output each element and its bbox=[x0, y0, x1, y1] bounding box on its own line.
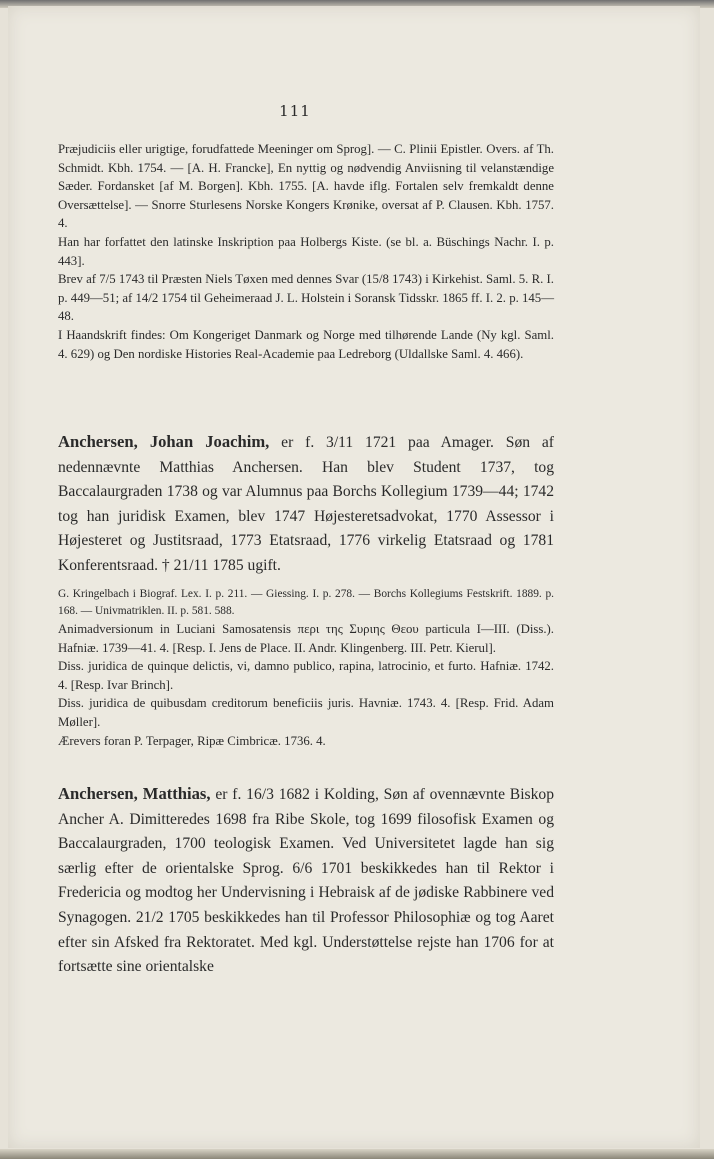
entry-johan-joachim-citations bbox=[58, 586, 554, 620]
entry-name: Anchersen, Matthias, bbox=[58, 784, 211, 803]
work-4: Ærevers foran P. Terpager, Ripæ Cimbricæ. 1736. 4. bbox=[58, 733, 326, 748]
citations: G. Kringelbach i Biograf. Lex. I. p. 211. — Giessing. I. p. 278. — Borchs Kollegiums Festskrift. 1889. p. 168. — Univmatriklen. II. p. 581. 588. bbox=[58, 588, 554, 617]
entry-matthias bbox=[58, 782, 554, 980]
entry-johan-joachim-works bbox=[58, 620, 554, 750]
entry-body: er f. 3/11 1721 paa Amager. Søn af nedennævnte Matthias Anchersen. Han blev Student 1737, tog Baccalaurgraden 1738 og var Alumnus paa Borchs Kollegium 1739—44; 1742 tog han juridisk Examen, blev 1747 Højesteretsadvokat, 1770 Assessor i Højesteret og Justitsraad, 1773 Etatsraad, 1776 virkelig Etatsraad og 1781 Konferentsraad. † 21/11 1785 ugift. bbox=[58, 434, 554, 574]
page-edge-bottom bbox=[0, 1149, 714, 1159]
top-paragraph-1: Præjudiciis eller urigtige, forudfattede Meeninger om Sprog]. — C. Plinii Epistler. Overs. af Th. Schmidt. Kbh. 1754. — [A. H. Francke], En nyttig og nødvendig Anviisning til velanstændige Sæder. Fordansket [af M. Borgen]. Kbh. 1755. [A. havde iflg. Fortalen selv fremkaldt denne Oversættelse]. — Snorre Sturlesens Norske Kongers Krønike, oversat af P. Clausen. Kbh. 1757. 4. bbox=[58, 142, 554, 231]
top-paragraph-4: I Haandskrift findes: Om Kongeriget Danmark og Norge med tilhørende Lande (Ny kgl. Saml. 4. 629) og Den nordiske Histories Real-Academie paa Ledreborg (Uldallske Saml. 4. 466). bbox=[58, 327, 554, 361]
entry-johan-joachim bbox=[58, 430, 554, 579]
entry-body: er f. 16/3 1682 i Kolding, Søn af ovennævnte Biskop Ancher A. Dimitteredes 1698 fra Ribe Skole, tog 1699 filosofisk Examen og Baccalaurgraden, 1700 teologisk Examen. Ved Universitetet lagde han sig særlig efter de orientalske Sprog. 6/6 1701 beskikkedes han til Rektor i Fredericia og modtog her Undervisning i Hebraisk af de jødiske Rabbinere ved Synagogen. 21/2 1705 beskikkedes han til Professor Philosophiæ og tog Aaret efter sin Afsked fra Rektoratet. Med kgl. Understøttelse rejste han 1706 for at fortsætte sine orientalske bbox=[58, 786, 554, 976]
work-1: Animadversionum in Luciani Samosatensis περι της Συριης Θεου particula I—III. (Diss.). Hafniæ. 1739—41. 4. [Resp. I. Jens de Place. II. Andr. Klingenberg. III. Petr. Kierul]. bbox=[58, 622, 554, 655]
work-2: Diss. juridica de quinque delictis, vi, damno publico, rapina, latrocinio, et furto. Hafniæ. 1742. 4. [Resp. Ivar Brinch]. bbox=[58, 659, 554, 692]
page-number: 111 bbox=[279, 102, 311, 120]
top-block bbox=[58, 140, 554, 363]
top-paragraph-2: Han har forfattet den latinske Inskription paa Holbergs Kiste. (se bl. a. Büschings Nachr. I. p. 443]. bbox=[58, 234, 554, 268]
top-paragraph-3: Brev af 7/5 1743 til Præsten Niels Tøxen med dennes Svar (15/8 1743) i Kirkehist. Saml. 5. R. I. p. 449—51; af 14/2 1754 til Geheimeraad J. L. Holstein i Soransk Tidsskr. 1865 ff. I. 2. p. 145—48. bbox=[58, 272, 554, 324]
work-3: Diss. juridica de quibusdam creditorum beneficiis juris. Havniæ. 1743. 4. [Resp. Frid. Adam Møller]. bbox=[58, 696, 554, 729]
book-page bbox=[8, 6, 700, 1148]
entry-name: Anchersen, Johan Joachim, bbox=[58, 432, 270, 451]
